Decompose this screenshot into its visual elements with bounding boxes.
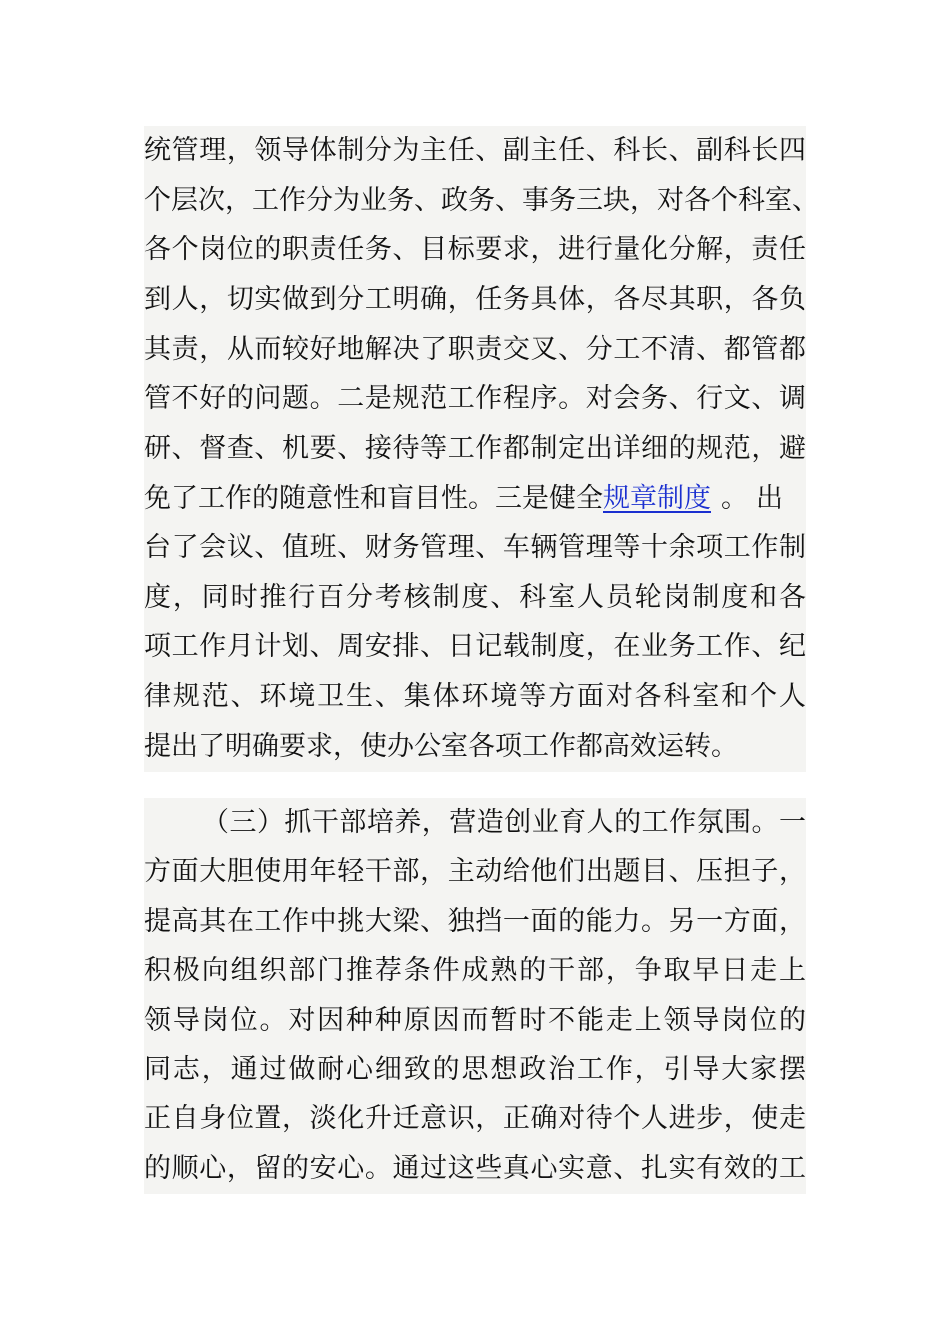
paragraph-line: 提高其在工作中挑大梁、独挡一面的能力。另一方面， [144,906,806,937]
regulations-link[interactable]: 规章制度 [603,483,711,514]
paragraph-1 [144,126,819,772]
paragraph-line: 的顺心，留的安心。通过这些真心实意、扎实有效的工 [144,1153,806,1184]
paragraph-line: 台了会议、值班、财务管理、车辆管理等十余项工作制 [144,532,806,563]
paragraph-line: 领导岗位。对因种种原因而暂时不能走上领导岗位的 [144,1005,806,1036]
paragraph-line: 积极向组织部门推荐条件成熟的干部，争取早日走上 [144,955,806,986]
paragraph-line: 同志，通过做耐心细致的思想政治工作，引导大家摆 [144,1054,806,1085]
paragraph-line: 其责，从而较好地解决了职责交叉、分工不清、都管都 [144,334,806,365]
paragraph-line: 个层次，工作分为业务、政务、事务三块，对各个科室、 [144,185,819,216]
paragraph-line: 正自身位置，淡化升迁意识，正确对待个人进步，使走 [144,1103,806,1134]
paragraph-line-text: 免了工作的随意性和盲目性。三是健全 [144,483,603,514]
paragraph-line-with-link [144,474,806,524]
paragraph-line: 项工作月计划、周安排、日记载制度，在业务工作、纪 [144,631,806,662]
paragraph-line: 到人，切实做到分工明确，任务具体，各尽其职，各负 [144,284,806,315]
paragraph-line: 各个岗位的职责任务、目标要求，进行量化分解，责任 [144,234,806,265]
paragraph-line: 方面大胆使用年轻干部，主动给他们出题目、压担子， [144,856,806,887]
paragraph-line: 律规范、环境卫生、集体环境等方面对各科室和个人 [144,681,806,712]
paragraph-line: 研、督查、机要、接待等工作都制定出详细的规范，避 [144,433,806,464]
paragraph-line-tail: 。出 [721,483,791,514]
paragraph-line: 管不好的问题。二是规范工作程序。对会务、行文、调 [144,383,806,414]
paragraph-line: 提出了明确要求，使办公室各项工作都高效运转。 [144,731,738,762]
paragraph-line: 统管理，领导体制分为主任、副主任、科长、副科长四 [144,135,806,166]
paragraph-line: （三）抓干部培养，营造创业育人的工作氛围。一 [202,807,806,838]
paragraph-2 [144,798,806,1194]
paragraph-line: 度，同时推行百分考核制度、科室人员轮岗制度和各 [144,582,806,613]
